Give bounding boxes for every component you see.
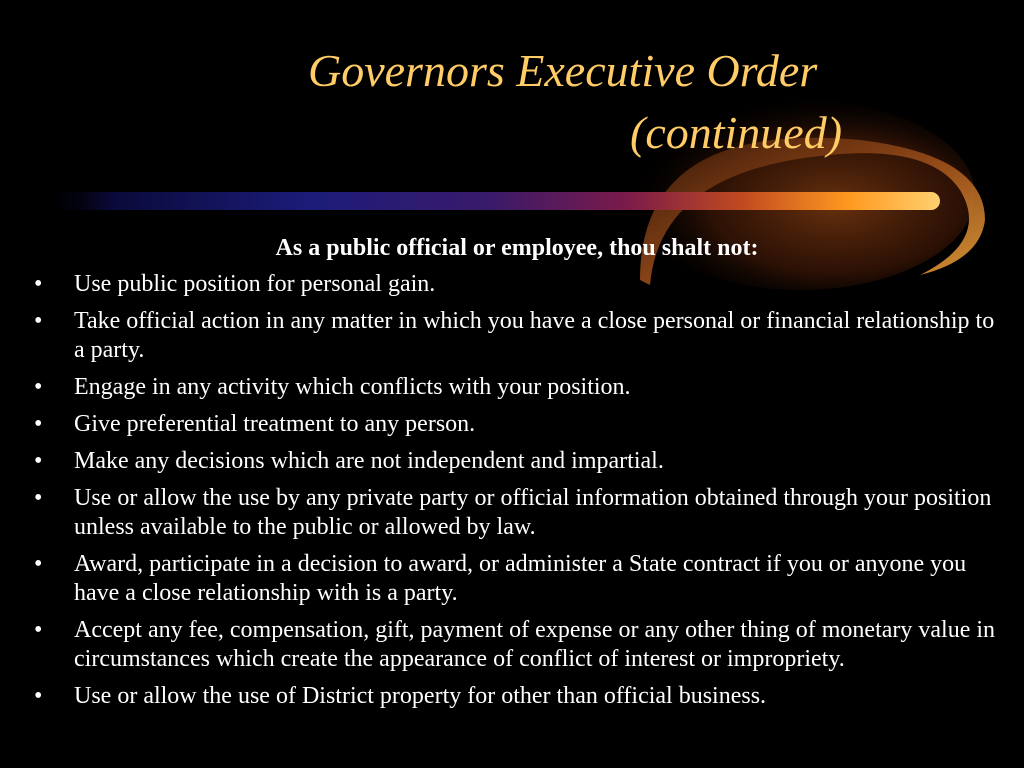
slide-subtitle: As a public official or employee, thou shalt not: — [275, 235, 759, 261]
bullet-dot: • — [34, 271, 43, 297]
bullet-item — [0, 616, 1010, 674]
bullet-item — [0, 307, 1010, 365]
bullet-dot: • — [34, 485, 43, 511]
bullet-text: Take official action in any matter in which you have a close personal or financial relationship to a party. — [74, 308, 995, 363]
bullet-text: Award, participate in a decision to award, or administer a State contract if you or anyone you have a close relationship with is a party. — [74, 551, 967, 606]
bullet-item — [0, 550, 1010, 608]
swoosh-bar — [40, 192, 940, 210]
bullet-list — [0, 270, 1010, 719]
bullet-dot: • — [34, 683, 43, 709]
bullet-text: Accept any fee, compensation, gift, payment of expense or any other thing of monetary value in circumstances which create the appearance of conflict of interest or impropriety. — [74, 617, 996, 672]
bullet-text: Engage in any activity which conflicts with your position. — [74, 374, 631, 400]
bullet-dot: • — [34, 551, 43, 577]
bullet-text: Use public position for personal gain. — [74, 271, 436, 297]
bullet-item — [0, 682, 1010, 711]
bullet-item — [0, 447, 1010, 476]
bullet-dot: • — [34, 617, 43, 643]
bullet-dot: • — [34, 374, 43, 400]
bullet-item — [0, 373, 1010, 402]
bullet-dot: • — [34, 448, 43, 474]
title-line-2: (continued) — [630, 107, 843, 158]
bullet-item — [0, 410, 1010, 439]
bullet-text: Use or allow the use of District property for other than official business. — [74, 683, 767, 709]
bullet-dot: • — [34, 308, 43, 334]
bullet-item — [0, 270, 1010, 299]
slide-title — [0, 40, 1024, 170]
bullet-dot: • — [34, 411, 43, 437]
bullet-text: Make any decisions which are not independent and impartial. — [74, 448, 664, 474]
title-line-1: Governors Executive Order — [308, 45, 818, 96]
bullet-text: Give preferential treatment to any person. — [74, 411, 476, 437]
bullet-text: Use or allow the use by any private party or official information obtained through your position unless available to the public or allowed by law. — [74, 485, 992, 540]
bullet-item — [0, 484, 1010, 542]
